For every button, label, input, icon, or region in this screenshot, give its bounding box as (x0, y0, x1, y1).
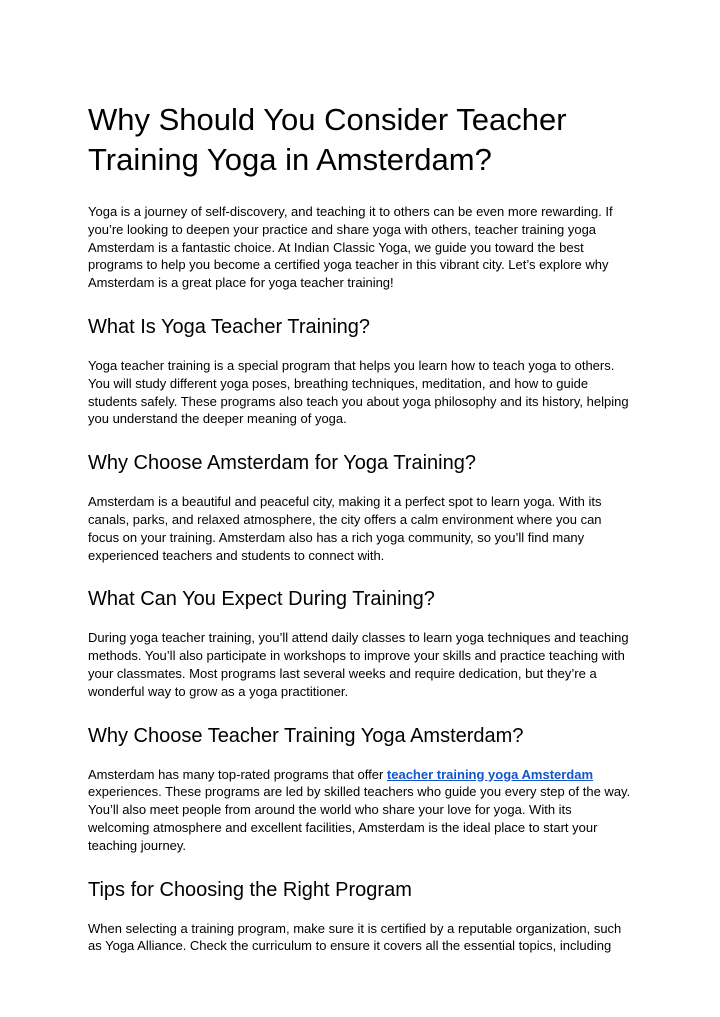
section-heading-what-is: What Is Yoga Teacher Training? (88, 315, 371, 338)
section-body-what-is: Yoga teacher training is a special program that helps you learn how to teach yoga to others. You will study different yoga poses, breathing techniques, meditation, and how to guide students safely. These programs also teach you about yoga philosophy and its history, helping you understand the deeper meaning of yoga. (88, 357, 629, 427)
section-body-expect: During yoga teacher training, you’ll attend daily classes to learn yoga techniques and teaching methods. You’ll also participate in workshops to improve your skills and practice teaching with your classmates. Most programs last several weeks and require dedication, but they’re a wonderful way to grow as a yoga practitioner. (88, 630, 629, 699)
teacher-training-link[interactable]: teacher training yoga Amsterdam (386, 766, 594, 782)
section-body-tips: When selecting a training program, make sure it is certified by a reputable organization, such as Yoga Alliance. Check the curriculum to ensure it covers all the essential topics, including (88, 920, 622, 954)
document-content (88, 100, 636, 977)
section-heading-why-choose: Why Choose Teacher Training Yoga Amsterdam? (88, 724, 524, 747)
section-body-why-choose (88, 766, 636, 855)
body-text-after-link: experiences. These programs are led by skilled teachers who guide you every step of the way. You’ll also meet people from around the world who share your love for yoga. With its welcoming atmosphere and excellent facilities, Amsterdam is the ideal place to start your teaching journey. (88, 784, 631, 853)
body-text-before-link: Amsterdam has many top-rated programs that offer (88, 766, 387, 782)
section-heading-why-amsterdam: Why Choose Amsterdam for Yoga Training? (88, 452, 476, 475)
section-heading-tips: Tips for Choosing the Right Program (88, 878, 412, 901)
page-title: Why Should You Consider Teacher Training Yoga in Amsterdam? (88, 102, 567, 177)
intro-paragraph: Yoga is a journey of self-discovery, and teaching it to others can be even more rewarding. If you’re looking to deepen your practice and share yoga with others, teacher training yoga Amsterdam is a fantastic choice. At Indian Classic Yoga, we guide you toward the best programs to help you become a certified yoga teacher in this vibrant city. Let’s explore why Amsterdam is a great place for yoga teacher training! (88, 204, 613, 291)
section-heading-expect: What Can You Expect During Training? (88, 588, 435, 611)
section-body-why-amsterdam: Amsterdam is a beautiful and peaceful city, making it a perfect spot to learn yoga. With its canals, parks, and relaxed atmosphere, the city offers a calm environment where you can focus on your training. Amsterdam also has a rich yoga community, so you’ll find many experienced teachers and students to connect with. (88, 494, 602, 563)
